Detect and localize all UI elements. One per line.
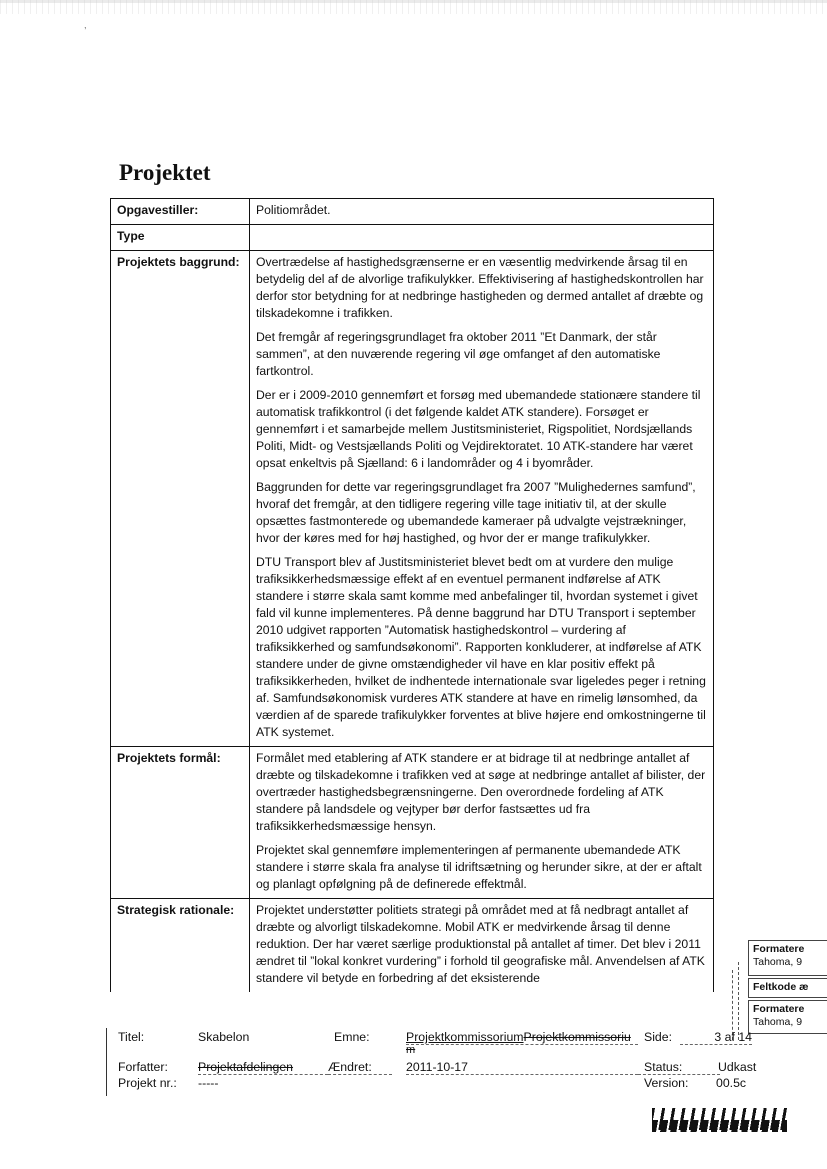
table-row: [111, 251, 714, 747]
comment-title: Formatere: [753, 943, 805, 955]
scan-speck: ,: [84, 20, 87, 30]
row-label: Type: [111, 225, 250, 251]
footer-version-value: 00.5c: [716, 1076, 747, 1090]
footer-version-label: Version:: [644, 1076, 689, 1090]
footer-subject-label: Emne:: [334, 1030, 370, 1044]
footer-status-value: Udkast: [718, 1060, 757, 1074]
row-label: Strategisk rationale:: [111, 899, 250, 993]
table-row: [111, 747, 714, 899]
paragraph: Projektet understøtter politiets strategi på området med at få nedbragt antallet af dræbte og alvorligt tilskadekomne. Mobil ATK er medvirkende årsag til denne reduktion. Der har været særlige produktionstal på antallet af timer. Det blev i 2011 ændret til ”lokal konkret vurdering” i forhold til geografiske mål. Anvendelsen af ATK standere vil betyde en forbedring af det eksisterende: [256, 903, 705, 985]
paragraph: Politiområdet.: [256, 203, 331, 217]
table-row: [111, 199, 714, 225]
table-row: [111, 225, 714, 251]
footer-project-label: Projekt nr.:: [118, 1076, 177, 1090]
paragraph: Baggrunden for dette var regeringsgrundlaget fra 2007 ”Mulighedernes samfund”, hvoraf det fremgår, at den tidligere regering ville tage initiativ til, at der skulle opsættes fastmonterede og ubemandede kameraer på udvalgte vejstrækninger, hvor der køres med for høj hastighed, og hvor der er mange trafikulykker.: [256, 480, 696, 545]
paragraph: Formålet med etablering af ATK standere er at bidrage til at nedbringe antallet af dræbte og tilskadekomne i trafikken ved at søge at nedbringe antallet af bilister, der overtræder hastighedsbegrænsningerne. Den overordnede fordeling af ATK standere på landsdele og vejtyper bør derfor fastsættes ud fra trafiksikkerhedsmæssige hensyn.: [256, 751, 706, 833]
footer-title-label: Titel:: [118, 1030, 145, 1044]
comment-balloon[interactable]: [748, 978, 827, 998]
footer-rule: [106, 1028, 107, 1096]
comment-title: Feltkode æ: [753, 981, 809, 993]
row-value: [250, 747, 714, 899]
row-value: [250, 225, 714, 251]
footer-title-value: Skabelon: [198, 1030, 250, 1044]
footer-project-value: -----: [198, 1076, 219, 1090]
paragraph: DTU Transport blev af Justitsministeriet blevet bedt om at vurdere den mulige trafiksikkerhedsmæssige effekt af en eventuel permanent indførelse af ATK standere i større skala samt komme med anbefalinger til, hvordan systemet i givet fald vil kunne implementeres. På denne baggrund har DTU Transport i september 2010 udgivet rapporten ”Automatisk hastighedskontrol – vurdering af trafiksikkerhed og samfundsøkonomi”. Rapporten konkluderer, at indførelse af ATK standere under de givne omstændigheder vil have en klar positiv effekt på trafiksikkerheden, hvilket de indhentede internationale svar ligeledes peger i retning af. Samfundsøkonomisk vurderes ATK standere at have en rimelig lønsomhed, da værdien af de sparede trafikulykker forventes at blive højere end omkostningerne til ATK systemet.: [256, 555, 706, 739]
row-label: Projektets formål:: [111, 747, 250, 899]
paragraph: Projektet skal gennemføre implementeringen af permanente ubemandede ATK standere i større skala fra analyse til idriftsætning og herunder sikre, at der er aftalt og planlagt opfølgning på de definerede effektmål.: [256, 843, 702, 891]
comment-title: Formatere: [753, 1003, 805, 1015]
row-label: Opgavestiller:: [111, 199, 250, 225]
footer-changed-value: 2011-10-17: [406, 1060, 638, 1075]
paragraph: Det fremgår af regeringsgrundlaget fra oktober 2011 ”Et Danmark, der står sammen”, at den nuværende regering vil øge omfanget af den automatiske fartkontrol.: [256, 330, 661, 378]
comment-balloon[interactable]: [748, 940, 827, 976]
footer-changed-label: Ændret:: [328, 1060, 392, 1075]
footer-subject-deleted: Projektkommissoriu: [523, 1030, 631, 1044]
footer-page-value: 3 af 14: [680, 1030, 752, 1045]
row-label: Projektets baggrund:: [111, 251, 250, 747]
comment-detail: Tahoma, 9: [753, 956, 803, 968]
footer-author-value: Projektafdelingen: [198, 1060, 328, 1075]
page-footer: [106, 1024, 766, 1094]
row-value: [250, 199, 714, 225]
footer-subject-deleted-tail: m: [406, 1044, 416, 1056]
paragraph: Overtrædelse af hastighedsgrænserne er en væsentlig medvirkende årsag til en betydelig del af de alvorlige trafikulykker. Effektivisering af hastighedskontrollen har derfor stor betydning for at nedbringe hastigheden og dermed antallet af dræbte og tilskadekomne i trafikken.: [256, 255, 704, 320]
project-table: [110, 198, 714, 992]
scan-noise-edge: [0, 0, 827, 3]
paragraph: Der er i 2009-2010 gennemført et forsøg med ubemandede stationære standere til automatisk trafikkontrol (i det følgende kaldet ATK standere). Forsøget er gennemført i et samarbejde mellem Justitsministeriet, Rigspolitiet, Nordsjællands Politi, Midt- og Vestsjællands Politi og Vejdirektoratet. 10 ATK-standere har været opsat enkeltvis på Sjælland: 6 i landområder og 4 i byområder.: [256, 388, 701, 470]
row-value: [250, 251, 714, 747]
row-value: [250, 899, 714, 993]
footer-status-label: Status:: [638, 1060, 720, 1075]
barcode-marks: [652, 1120, 787, 1132]
footer-subject-value: Projektkommissorium: [406, 1030, 524, 1044]
page-heading: Projektet: [119, 160, 211, 185]
table-row: [111, 899, 714, 993]
footer-page-label: Side:: [644, 1030, 673, 1044]
footer-subject-field[interactable]: [406, 1030, 638, 1045]
comment-detail: Tahoma, 9: [753, 1016, 803, 1028]
footer-author-label: Forfatter:: [118, 1060, 168, 1074]
